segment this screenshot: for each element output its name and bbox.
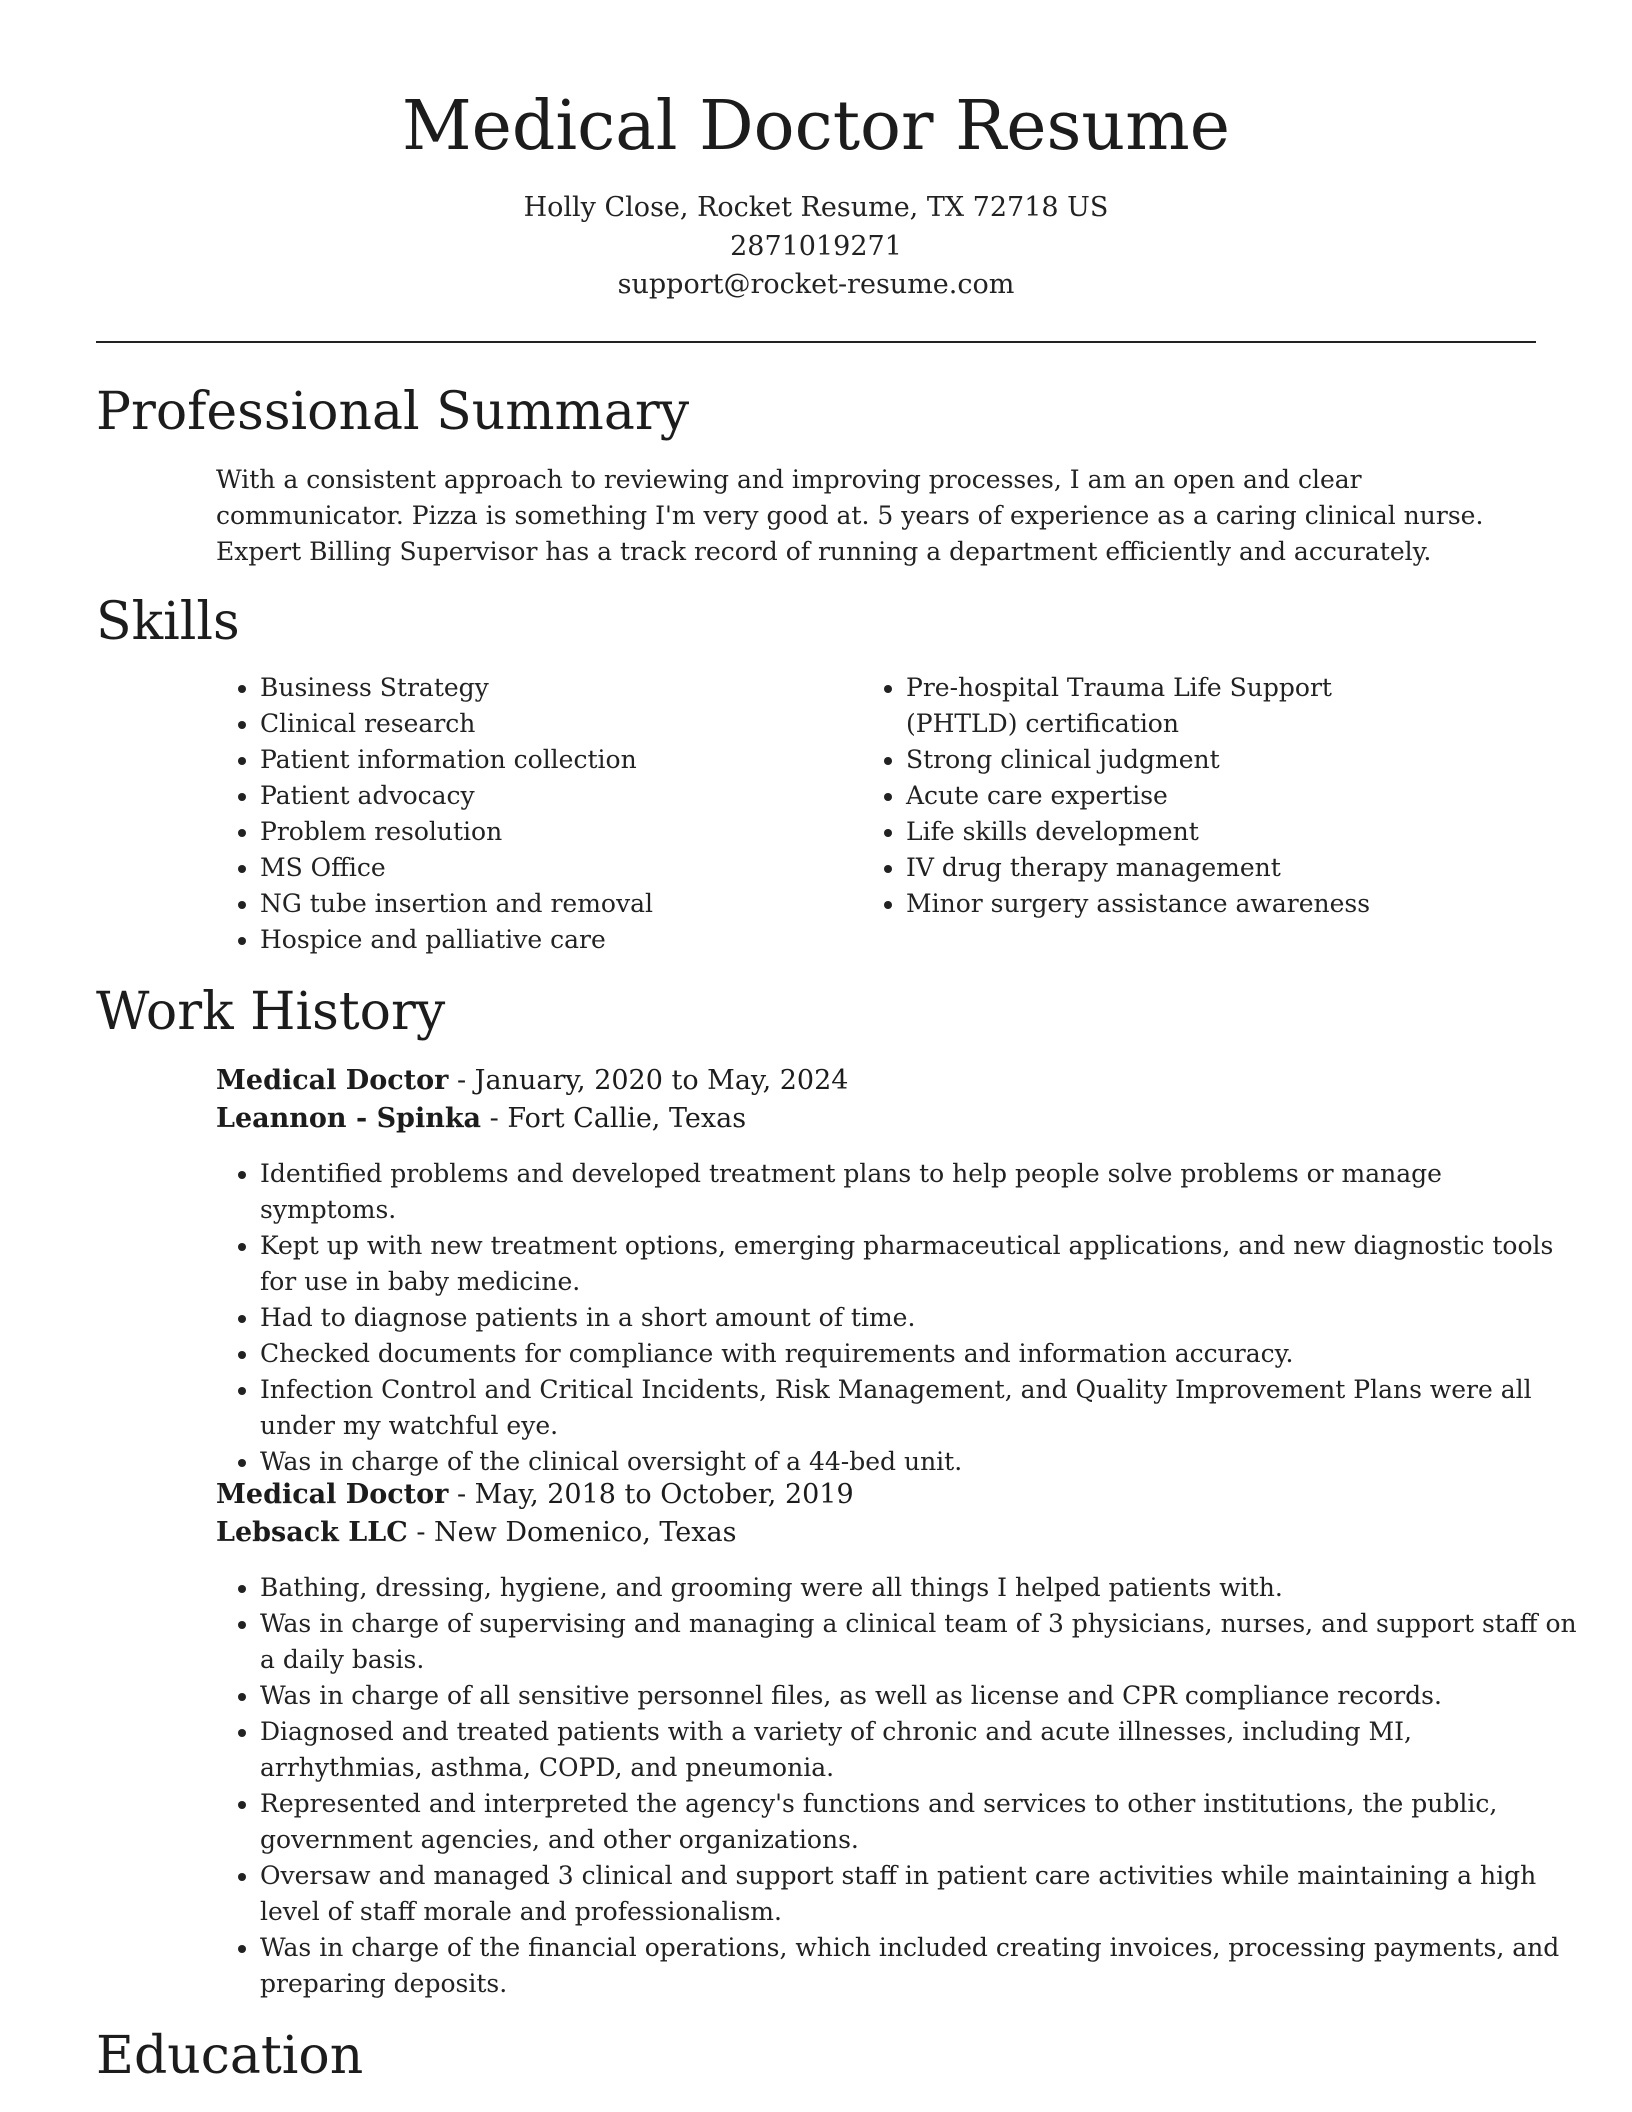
- job-title: Medical Doctor: [216, 1479, 449, 1510]
- skill-item: • Acute care expertise: [906, 778, 1436, 814]
- skill-item: • Business Strategy: [260, 670, 860, 706]
- job-dates: - January, 2020 to May, 2024: [448, 1065, 849, 1096]
- job-bullet: • Kept up with new treatment options, emerging pharmaceutical applications, and new diagnostic tools for use in baby medicine.: [260, 1228, 1580, 1300]
- skill-item: • Patient information collection: [260, 742, 860, 778]
- summary-text: With a consistent approach to reviewing and improving processes, I am an open and clear communicator. Pizza is something I'm very good at. 5 years of experience as a caring clinical nurse. Expert Billing Supervisor has a track record of running a department efficiently and accurately.: [216, 465, 1484, 566]
- skill-item: • Pre-hospital Trauma Life Support (PHTLD) certification: [906, 670, 1436, 742]
- job-title: Medical Doctor: [216, 1065, 449, 1096]
- job-bullet: • Represented and interpreted the agency's functions and services to other institutions, the public, government agencies, and other organizations.: [260, 1786, 1580, 1858]
- work-history-heading: Work History: [96, 982, 446, 1042]
- skill-item: • Life skills development: [906, 814, 1436, 850]
- job-bullet: • Infection Control and Critical Incidents, Risk Management, and Quality Improvement Plans were all under my watchful eye.: [260, 1372, 1580, 1444]
- skill-item: • Strong clinical judgment: [906, 742, 1436, 778]
- header-divider: [96, 341, 1536, 343]
- job-bullet: • Diagnosed and treated patients with a variety of chronic and acute illnesses, including MI, arrhythmias, asthma, COPD, and pneumonia.: [260, 1714, 1580, 1786]
- job-location: - Fort Callie, Texas: [481, 1103, 747, 1134]
- job-title-line: [216, 1062, 1536, 1100]
- skills-list-left: [216, 670, 860, 958]
- job-bullet: • Checked documents for compliance with requirements and information accuracy.: [260, 1336, 1580, 1372]
- skill-item: • Patient advocacy: [260, 778, 860, 814]
- job-bullet: • Bathing, dressing, hygiene, and grooming were all things I helped patients with.: [260, 1570, 1580, 1606]
- job-bullets: [216, 1156, 1580, 1480]
- contact-email: support@rocket-resume.com: [617, 269, 1015, 300]
- skill-item: • MS Office: [260, 850, 860, 886]
- job-bullet: • Was in charge of the financial operations, which included creating invoices, processing payments, and preparing deposits.: [260, 1930, 1580, 2002]
- job-company: Leannon - Spinka: [216, 1103, 482, 1134]
- contact-address: Holly Close, Rocket Resume, TX 72718 US: [523, 192, 1109, 223]
- skills-list-right: [862, 670, 1436, 922]
- skill-item: • Minor surgery assistance awareness: [906, 886, 1436, 922]
- skills-heading: Skills: [96, 592, 240, 652]
- skill-item: • Hospice and palliative care: [260, 922, 860, 958]
- job-bullet: • Had to diagnose patients in a short amount of time.: [260, 1300, 1580, 1336]
- job-bullet: • Was in charge of all sensitive personnel files, as well as license and CPR compliance records.: [260, 1678, 1580, 1714]
- job-company-line: [216, 1514, 1536, 1552]
- skill-item: • Clinical research: [260, 706, 860, 742]
- skill-item: • IV drug therapy management: [906, 850, 1436, 886]
- job-bullet: • Oversaw and managed 3 clinical and support staff in patient care activities while maintaining a high level of staff morale and professionalism.: [260, 1858, 1580, 1930]
- job-bullet: • Identified problems and developed treatment plans to help people solve problems or manage symptoms.: [260, 1156, 1580, 1228]
- job-bullet: • Was in charge of supervising and managing a clinical team of 3 physicians, nurses, and support staff on a daily basis.: [260, 1606, 1580, 1678]
- job-title-line: [216, 1476, 1536, 1514]
- skill-item: • NG tube insertion and removal: [260, 886, 860, 922]
- education-heading: Education: [96, 2026, 364, 2086]
- job-company-line: [216, 1100, 1536, 1138]
- contact-phone: 2871019271: [730, 231, 902, 262]
- job-dates: - May, 2018 to October, 2019: [448, 1479, 854, 1510]
- skill-item: • Problem resolution: [260, 814, 860, 850]
- job-bullet: • Was in charge of the clinical oversight of a 44-bed unit.: [260, 1444, 1580, 1480]
- job-location: - New Domenico, Texas: [407, 1517, 737, 1548]
- job-bullets: [216, 1570, 1580, 2002]
- summary-heading: Professional Summary: [96, 382, 690, 442]
- job-company: Lebsack LLC: [216, 1517, 408, 1548]
- resume-title: Medical Doctor Resume: [402, 87, 1230, 166]
